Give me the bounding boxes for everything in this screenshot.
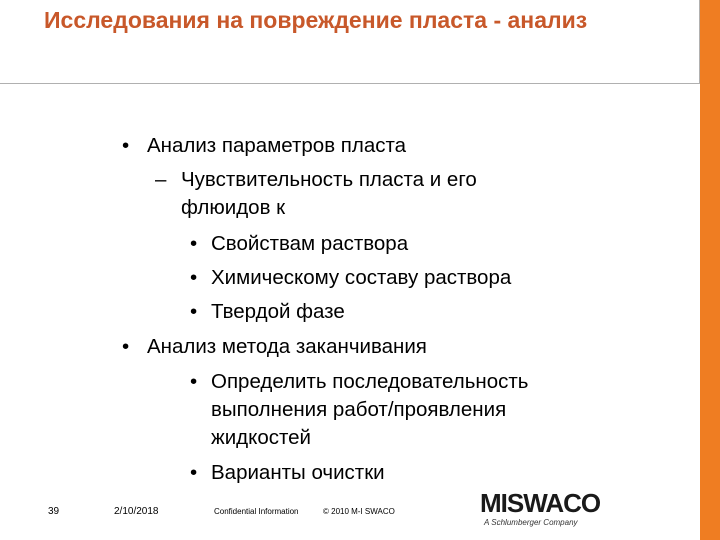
sub-sub-bullet-solids: Твердой фазе — [211, 300, 345, 323]
sub-bullet-sequence-line1: Определить последовательность — [211, 370, 529, 393]
bullet-marker: • — [190, 370, 198, 393]
sub-bullet-sensitivity-line2: флюидов к — [181, 196, 286, 219]
sub-bullet-sequence-line3: жидкостей — [211, 426, 311, 449]
footer-confidential: Confidential Information — [214, 507, 299, 516]
bullet-marker: • — [122, 134, 130, 157]
logo-wordmark: MISWACO — [480, 488, 601, 518]
sub-bullet-cleanup-options: Варианты очистки — [211, 461, 385, 484]
slide-title: Исследования на повреждение пласта - анализ — [44, 7, 588, 33]
bullet-marker: • — [190, 461, 198, 484]
orange-accent-bar — [700, 0, 720, 540]
page-number: 39 — [48, 506, 60, 517]
footer-copyright: © 2010 M-I SWACO — [323, 507, 395, 516]
footer-date: 2/10/2018 — [114, 506, 159, 517]
bullet-marker: • — [190, 266, 198, 289]
sub-sub-bullet-mud-properties: Свойствам раствора — [211, 232, 409, 255]
bullet-marker: • — [122, 335, 130, 358]
bullet-marker: • — [190, 300, 198, 323]
sub-bullet-sequence-line2: выполнения работ/проявления — [211, 398, 507, 421]
bullet-marker: • — [190, 232, 198, 255]
company-logo — [480, 488, 630, 534]
logo-tagline: A Schlumberger Company — [484, 518, 578, 527]
sub-sub-bullet-mud-chemistry: Химическому составу раствора — [211, 266, 512, 289]
bullet-formation-analysis: Анализ параметров пласта — [147, 134, 407, 157]
bullet-completion-analysis: Анализ метода заканчивания — [147, 335, 427, 358]
dash-marker: – — [155, 168, 167, 191]
sub-bullet-sensitivity-line1: Чувствительность пласта и его — [181, 168, 477, 191]
